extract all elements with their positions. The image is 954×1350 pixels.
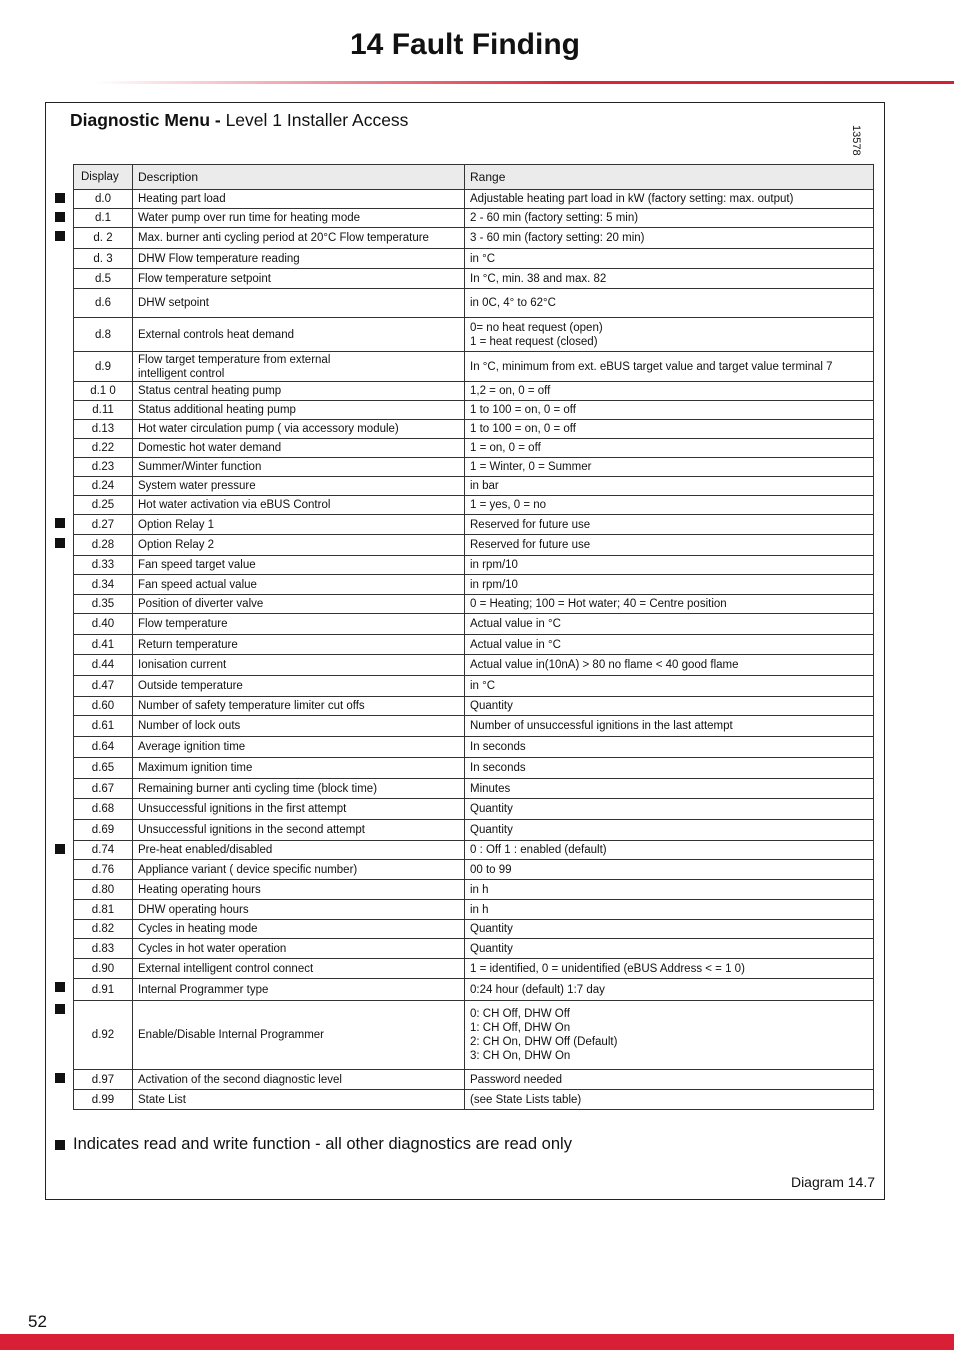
range: 1 = on, 0 = off — [465, 439, 874, 458]
range: Quantity — [465, 697, 874, 716]
table-row — [74, 900, 874, 920]
table-row — [74, 635, 874, 655]
description: Fan speed target value — [133, 556, 465, 575]
menu-heading-rest: Level 1 Installer Access — [225, 110, 409, 130]
rw-marker-icon — [55, 1004, 65, 1014]
legend-text: Indicates read and write function - all other diagnostics are read only — [73, 1135, 572, 1153]
table-row — [74, 289, 874, 318]
display-code: d.60 — [74, 697, 133, 716]
display-code: d.91 — [74, 979, 133, 1001]
description: Heating part load — [133, 190, 465, 209]
table-row — [74, 841, 874, 860]
description: Pre-heat enabled/disabled — [133, 841, 465, 860]
description: Average ignition time — [133, 737, 465, 758]
table-row — [74, 758, 874, 779]
display-code: d.68 — [74, 799, 133, 820]
header-display: Display — [74, 165, 133, 190]
table-row — [74, 420, 874, 439]
display-code: d.34 — [74, 575, 133, 595]
table-row — [74, 676, 874, 697]
range: Quantity — [465, 939, 874, 959]
description: Status additional heating pump — [133, 401, 465, 420]
range: 2 - 60 min (factory setting: 5 min) — [465, 209, 874, 228]
range: (see State Lists table) — [465, 1090, 874, 1110]
table-row — [74, 458, 874, 477]
range: 1 to 100 = on, 0 = off — [465, 420, 874, 439]
description: Domestic hot water demand — [133, 439, 465, 458]
description: Unsuccessful ignitions in the second attempt — [133, 820, 465, 841]
description: Summer/Winter function — [133, 458, 465, 477]
description: External intelligent control connect — [133, 959, 465, 979]
range: in h — [465, 900, 874, 920]
display-code: d.9 — [74, 352, 133, 382]
description: Flow temperature setpoint — [133, 269, 465, 289]
rw-marker-icon — [55, 844, 65, 854]
range: 1 = identified, 0 = unidentified (eBUS Address < = 1 0) — [465, 959, 874, 979]
page-title: 14 Fault Finding — [350, 28, 580, 61]
range: Actual value in °C — [465, 635, 874, 655]
display-code: d.83 — [74, 939, 133, 959]
display-code: d.24 — [74, 477, 133, 496]
table-row — [74, 228, 874, 249]
header-range: Range — [465, 165, 874, 190]
rw-marker-icon — [55, 212, 65, 222]
range: 1 to 100 = on, 0 = off — [465, 401, 874, 420]
display-code: d.40 — [74, 614, 133, 635]
table-row — [74, 269, 874, 289]
range: in °C — [465, 676, 874, 697]
table-row — [74, 920, 874, 939]
description: State List — [133, 1090, 465, 1110]
display-code: d.25 — [74, 496, 133, 515]
table-row — [74, 496, 874, 515]
display-code: d.61 — [74, 716, 133, 737]
table-row — [74, 1001, 874, 1070]
description: Max. burner anti cycling period at 20°C Flow temperature — [133, 228, 465, 249]
diagnostic-table — [73, 164, 874, 1110]
description: DHW Flow temperature reading — [133, 249, 465, 269]
description: DHW operating hours — [133, 900, 465, 920]
range: In seconds — [465, 758, 874, 779]
display-code: d.44 — [74, 655, 133, 676]
display-code: d.76 — [74, 860, 133, 880]
title-divider — [95, 81, 954, 84]
range: Quantity — [465, 799, 874, 820]
table-row — [74, 820, 874, 841]
display-code: d.92 — [74, 1001, 133, 1070]
range: Reserved for future use — [465, 515, 874, 535]
display-code: d.67 — [74, 779, 133, 799]
table-row — [74, 1070, 874, 1090]
display-code: d.64 — [74, 737, 133, 758]
description: Appliance variant ( device specific number) — [133, 860, 465, 880]
range: in h — [465, 880, 874, 900]
range: 3 - 60 min (factory setting: 20 min) — [465, 228, 874, 249]
rw-marker-icon — [55, 231, 65, 241]
description: Cycles in heating mode — [133, 920, 465, 939]
display-code: d.35 — [74, 595, 133, 614]
description: Flow temperature — [133, 614, 465, 635]
description: Return temperature — [133, 635, 465, 655]
rw-marker-icon — [55, 193, 65, 203]
range: Reserved for future use — [465, 535, 874, 556]
table-row — [74, 860, 874, 880]
range: In seconds — [465, 737, 874, 758]
table-header-row — [74, 165, 874, 190]
description: Maximum ignition time — [133, 758, 465, 779]
display-code: d.1 — [74, 209, 133, 228]
table-row — [74, 190, 874, 209]
display-code: d.97 — [74, 1070, 133, 1090]
display-code: d.74 — [74, 841, 133, 860]
description: Enable/Disable Internal Programmer — [133, 1001, 465, 1070]
display-code: d.82 — [74, 920, 133, 939]
range: 0 = Heating; 100 = Hot water; 40 = Centre position — [465, 595, 874, 614]
description: Option Relay 2 — [133, 535, 465, 556]
table-row — [74, 477, 874, 496]
display-code: d.90 — [74, 959, 133, 979]
table-row — [74, 779, 874, 799]
display-code: d.65 — [74, 758, 133, 779]
range: Adjustable heating part load in kW (factory setting: max. output) — [465, 190, 874, 209]
table-row — [74, 318, 874, 352]
range: 1 = yes, 0 = no — [465, 496, 874, 515]
description: Internal Programmer type — [133, 979, 465, 1001]
description: Water pump over run time for heating mode — [133, 209, 465, 228]
table-row — [74, 595, 874, 614]
description: Position of diverter valve — [133, 595, 465, 614]
table-row — [74, 979, 874, 1001]
display-code: d.99 — [74, 1090, 133, 1110]
description: DHW setpoint — [133, 289, 465, 318]
description: Hot water activation via eBUS Control — [133, 496, 465, 515]
display-code: d.8 — [74, 318, 133, 352]
display-code: d.41 — [74, 635, 133, 655]
table-row — [74, 697, 874, 716]
menu-heading-bold: Diagnostic Menu - — [70, 110, 226, 130]
display-code: d.23 — [74, 458, 133, 477]
display-code: d. 2 — [74, 228, 133, 249]
legend — [55, 1135, 572, 1154]
page-number: 52 — [28, 1312, 47, 1331]
table-row — [74, 716, 874, 737]
description: Outside temperature — [133, 676, 465, 697]
description: Status central heating pump — [133, 382, 465, 401]
display-code: d.28 — [74, 535, 133, 556]
range: Quantity — [465, 920, 874, 939]
description: Hot water circulation pump ( via accessory module) — [133, 420, 465, 439]
range: In °C, min. 38 and max. 82 — [465, 269, 874, 289]
diagram-label: Diagram 14.7 — [790, 1174, 875, 1190]
table-row — [74, 614, 874, 635]
rw-marker-icon — [55, 538, 65, 548]
display-code: d.81 — [74, 900, 133, 920]
range: 1,2 = on, 0 = off — [465, 382, 874, 401]
description: Number of lock outs — [133, 716, 465, 737]
menu-heading — [70, 110, 408, 131]
table-row — [74, 556, 874, 575]
display-code: d.0 — [74, 190, 133, 209]
table-row — [74, 439, 874, 458]
range: 1 = Winter, 0 = Summer — [465, 458, 874, 477]
display-code: d.33 — [74, 556, 133, 575]
table-row — [74, 249, 874, 269]
range: 0:24 hour (default) 1:7 day — [465, 979, 874, 1001]
table-row — [74, 515, 874, 535]
table-row — [74, 737, 874, 758]
rw-marker-icon — [55, 1073, 65, 1083]
range: 0= no heat request (open) 1 = heat request (closed) — [465, 318, 874, 352]
range: in rpm/10 — [465, 556, 874, 575]
display-code: d.13 — [74, 420, 133, 439]
range: Quantity — [465, 820, 874, 841]
range: 0: CH Off, DHW Off 1: CH Off, DHW On 2: CH On, DHW Off (Default) 3: CH On, DHW On — [465, 1001, 874, 1070]
display-code: d.22 — [74, 439, 133, 458]
rw-marker-icon — [55, 518, 65, 528]
table-row — [74, 209, 874, 228]
table-row — [74, 880, 874, 900]
table-row — [74, 352, 874, 382]
display-code: d.27 — [74, 515, 133, 535]
description: Ionisation current — [133, 655, 465, 676]
table-row — [74, 401, 874, 420]
range: Actual value in °C — [465, 614, 874, 635]
table-row — [74, 535, 874, 556]
table-row — [74, 1090, 874, 1110]
description: Unsuccessful ignitions in the first attempt — [133, 799, 465, 820]
description: Flow target temperature from external intelligent control — [133, 352, 465, 382]
display-code: d.5 — [74, 269, 133, 289]
description: External controls heat demand — [133, 318, 465, 352]
description: Remaining burner anti cycling time (block time) — [133, 779, 465, 799]
description: Option Relay 1 — [133, 515, 465, 535]
reference-number: 13578 — [850, 125, 862, 156]
display-code: d.11 — [74, 401, 133, 420]
footer-bar — [0, 1334, 954, 1350]
range: In °C, minimum from ext. eBUS target value and target value terminal 7 — [465, 352, 874, 382]
range: Actual value in(10nA) > 80 no flame < 40 good flame — [465, 655, 874, 676]
description: System water pressure — [133, 477, 465, 496]
table-row — [74, 655, 874, 676]
display-code: d.80 — [74, 880, 133, 900]
rw-marker-icon — [55, 982, 65, 992]
table-row — [74, 959, 874, 979]
table-row — [74, 939, 874, 959]
table-row — [74, 382, 874, 401]
description: Fan speed actual value — [133, 575, 465, 595]
range: Minutes — [465, 779, 874, 799]
rw-marker-icon — [55, 1140, 65, 1150]
description: Number of safety temperature limiter cut offs — [133, 697, 465, 716]
description: Activation of the second diagnostic level — [133, 1070, 465, 1090]
header-description: Description — [133, 165, 465, 190]
display-code: d.47 — [74, 676, 133, 697]
table-row — [74, 575, 874, 595]
range: 00 to 99 — [465, 860, 874, 880]
range: in °C — [465, 249, 874, 269]
description: Cycles in hot water operation — [133, 939, 465, 959]
display-code: d.1 0 — [74, 382, 133, 401]
display-code: d.69 — [74, 820, 133, 841]
display-code: d. 3 — [74, 249, 133, 269]
range: in bar — [465, 477, 874, 496]
range: in 0C, 4° to 62°C — [465, 289, 874, 318]
range: Number of unsuccessful ignitions in the last attempt — [465, 716, 874, 737]
display-code: d.6 — [74, 289, 133, 318]
table-row — [74, 799, 874, 820]
range: 0 : Off 1 : enabled (default) — [465, 841, 874, 860]
description: Heating operating hours — [133, 880, 465, 900]
range: Password needed — [465, 1070, 874, 1090]
range: in rpm/10 — [465, 575, 874, 595]
